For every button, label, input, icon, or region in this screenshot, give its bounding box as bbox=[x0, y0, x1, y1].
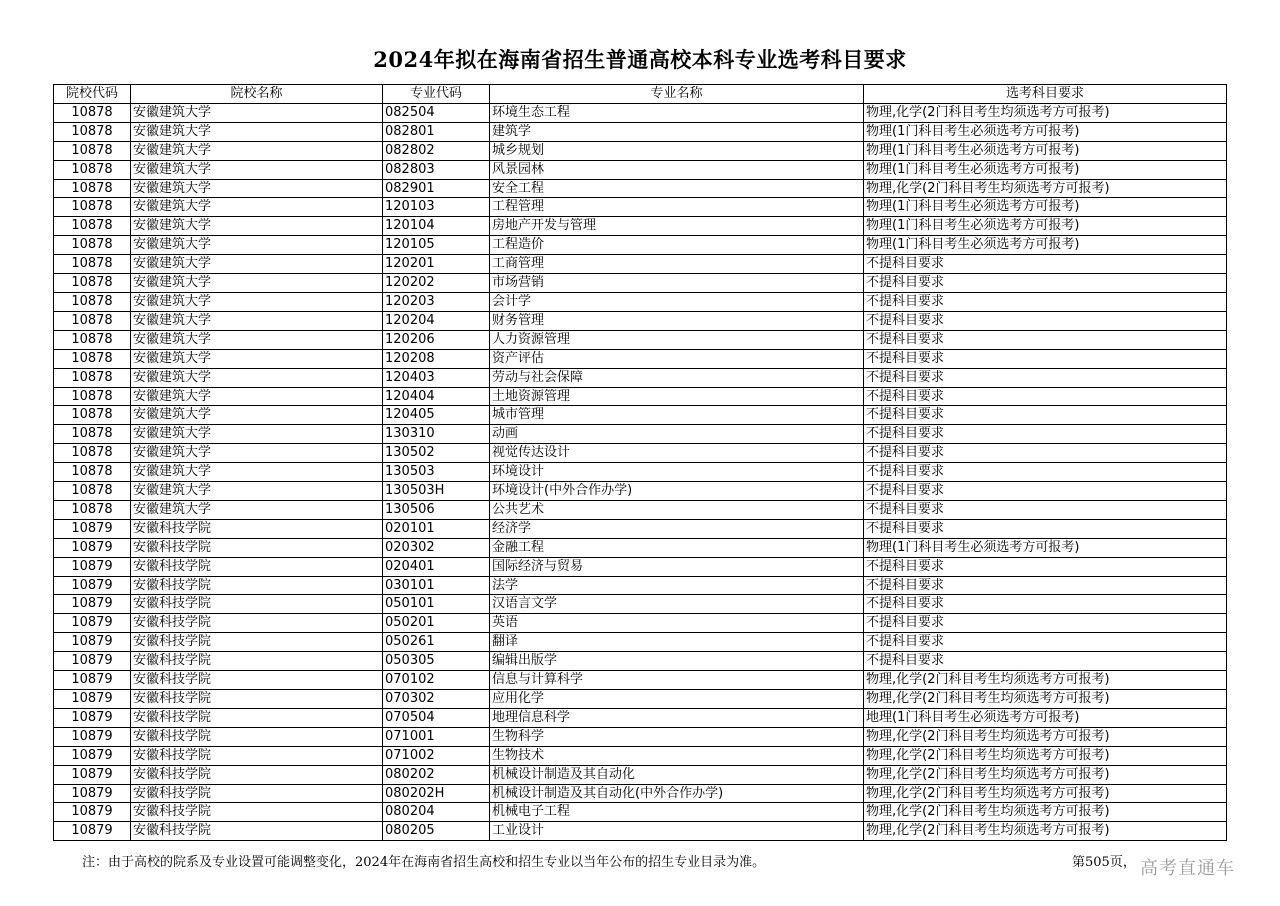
school-code-cell: 10878 bbox=[54, 500, 131, 519]
table-row bbox=[54, 708, 1227, 727]
table-row bbox=[54, 463, 1227, 482]
school-code-cell: 10878 bbox=[54, 103, 131, 122]
major-name-cell: 工程造价 bbox=[490, 236, 864, 255]
subject-requirement-cell: 物理,化学(2门科目考生均须选考方可报考) bbox=[864, 727, 1227, 746]
major-name-cell: 人力资源管理 bbox=[490, 330, 864, 349]
school-name-cell: 安徽科技学院 bbox=[131, 633, 383, 652]
table-row bbox=[54, 652, 1227, 671]
subject-requirement-cell: 不提科目要求 bbox=[864, 387, 1227, 406]
school-code-cell: 10879 bbox=[54, 727, 131, 746]
subject-requirement-cell: 不提科目要求 bbox=[864, 311, 1227, 330]
major-name-cell: 金融工程 bbox=[490, 538, 864, 557]
table-row bbox=[54, 595, 1227, 614]
school-name-cell: 安徽建筑大学 bbox=[131, 103, 383, 122]
school-name-cell: 安徽建筑大学 bbox=[131, 500, 383, 519]
school-code-cell: 10879 bbox=[54, 557, 131, 576]
major-code-cell: 050305 bbox=[383, 652, 490, 671]
table-row bbox=[54, 236, 1227, 255]
major-code-cell: 030101 bbox=[383, 576, 490, 595]
major-code-cell: 120105 bbox=[383, 236, 490, 255]
school-name-cell: 安徽科技学院 bbox=[131, 557, 383, 576]
school-name-cell: 安徽建筑大学 bbox=[131, 179, 383, 198]
school-code-cell: 10879 bbox=[54, 708, 131, 727]
major-name-cell: 应用化学 bbox=[490, 690, 864, 709]
major-name-cell: 英语 bbox=[490, 614, 864, 633]
school-name-cell: 安徽建筑大学 bbox=[131, 198, 383, 217]
subject-requirement-cell: 物理(1门科目考生必须选考方可报考) bbox=[864, 538, 1227, 557]
school-name-cell: 安徽科技学院 bbox=[131, 708, 383, 727]
major-name-cell: 汉语言文学 bbox=[490, 595, 864, 614]
requirements-table bbox=[53, 84, 1227, 841]
school-code-cell: 10878 bbox=[54, 122, 131, 141]
school-name-cell: 安徽科技学院 bbox=[131, 822, 383, 841]
table-row bbox=[54, 765, 1227, 784]
major-code-cell: 082802 bbox=[383, 141, 490, 160]
table-row bbox=[54, 538, 1227, 557]
school-name-cell: 安徽科技学院 bbox=[131, 727, 383, 746]
header-major-name: 专业名称 bbox=[490, 85, 864, 104]
school-name-cell: 安徽科技学院 bbox=[131, 519, 383, 538]
subject-requirement-cell: 不提科目要求 bbox=[864, 633, 1227, 652]
school-code-cell: 10879 bbox=[54, 576, 131, 595]
school-name-cell: 安徽建筑大学 bbox=[131, 368, 383, 387]
major-name-cell: 城乡规划 bbox=[490, 141, 864, 160]
school-code-cell: 10878 bbox=[54, 141, 131, 160]
school-code-cell: 10878 bbox=[54, 217, 131, 236]
major-name-cell: 机械设计制造及其自动化 bbox=[490, 765, 864, 784]
school-code-cell: 10879 bbox=[54, 765, 131, 784]
school-code-cell: 10878 bbox=[54, 368, 131, 387]
school-name-cell: 安徽科技学院 bbox=[131, 538, 383, 557]
major-name-cell: 环境设计 bbox=[490, 463, 864, 482]
school-name-cell: 安徽建筑大学 bbox=[131, 255, 383, 274]
subject-requirement-cell: 不提科目要求 bbox=[864, 255, 1227, 274]
table-row bbox=[54, 727, 1227, 746]
school-code-cell: 10879 bbox=[54, 690, 131, 709]
school-name-cell: 安徽科技学院 bbox=[131, 746, 383, 765]
school-code-cell: 10878 bbox=[54, 425, 131, 444]
school-code-cell: 10878 bbox=[54, 160, 131, 179]
major-name-cell: 机械设计制造及其自动化(中外合作办学) bbox=[490, 784, 864, 803]
header-school-name: 院校名称 bbox=[131, 85, 383, 104]
school-code-cell: 10878 bbox=[54, 330, 131, 349]
table-row bbox=[54, 671, 1227, 690]
subject-requirement-cell: 物理(1门科目考生必须选考方可报考) bbox=[864, 122, 1227, 141]
school-code-cell: 10878 bbox=[54, 236, 131, 255]
school-name-cell: 安徽建筑大学 bbox=[131, 463, 383, 482]
major-name-cell: 国际经济与贸易 bbox=[490, 557, 864, 576]
major-name-cell: 劳动与社会保障 bbox=[490, 368, 864, 387]
school-code-cell: 10879 bbox=[54, 746, 131, 765]
subject-requirement-cell: 不提科目要求 bbox=[864, 576, 1227, 595]
major-code-cell: 070302 bbox=[383, 690, 490, 709]
major-code-cell: 070102 bbox=[383, 671, 490, 690]
subject-requirement-cell: 物理(1门科目考生必须选考方可报考) bbox=[864, 217, 1227, 236]
school-code-cell: 10878 bbox=[54, 179, 131, 198]
table-row bbox=[54, 803, 1227, 822]
subject-requirement-cell: 不提科目要求 bbox=[864, 482, 1227, 501]
subject-requirement-cell: 不提科目要求 bbox=[864, 500, 1227, 519]
school-name-cell: 安徽建筑大学 bbox=[131, 444, 383, 463]
major-name-cell: 工程管理 bbox=[490, 198, 864, 217]
school-code-cell: 10878 bbox=[54, 406, 131, 425]
major-name-cell: 市场营销 bbox=[490, 274, 864, 293]
school-code-cell: 10879 bbox=[54, 671, 131, 690]
school-code-cell: 10879 bbox=[54, 822, 131, 841]
major-name-cell: 生物技术 bbox=[490, 746, 864, 765]
subject-requirement-cell: 物理,化学(2门科目考生均须选考方可报考) bbox=[864, 784, 1227, 803]
subject-requirement-cell: 物理,化学(2门科目考生均须选考方可报考) bbox=[864, 765, 1227, 784]
school-code-cell: 10878 bbox=[54, 482, 131, 501]
major-name-cell: 信息与计算科学 bbox=[490, 671, 864, 690]
table-row bbox=[54, 576, 1227, 595]
major-name-cell: 生物科学 bbox=[490, 727, 864, 746]
subject-requirement-cell: 不提科目要求 bbox=[864, 425, 1227, 444]
major-code-cell: 080204 bbox=[383, 803, 490, 822]
table-row bbox=[54, 690, 1227, 709]
school-code-cell: 10878 bbox=[54, 311, 131, 330]
major-code-cell: 130503 bbox=[383, 463, 490, 482]
table-row bbox=[54, 255, 1227, 274]
major-code-cell: 120104 bbox=[383, 217, 490, 236]
school-name-cell: 安徽建筑大学 bbox=[131, 236, 383, 255]
header-subject-requirement: 选考科目要求 bbox=[864, 85, 1227, 104]
subject-requirement-cell: 不提科目要求 bbox=[864, 292, 1227, 311]
major-code-cell: 071001 bbox=[383, 727, 490, 746]
subject-requirement-cell: 不提科目要求 bbox=[864, 463, 1227, 482]
school-name-cell: 安徽科技学院 bbox=[131, 784, 383, 803]
page-number: 第505页， bbox=[1072, 855, 1136, 870]
subject-requirement-cell: 物理(1门科目考生必须选考方可报考) bbox=[864, 198, 1227, 217]
header-school-code: 院校代码 bbox=[54, 85, 131, 104]
school-name-cell: 安徽建筑大学 bbox=[131, 160, 383, 179]
table-row bbox=[54, 217, 1227, 236]
school-name-cell: 安徽建筑大学 bbox=[131, 406, 383, 425]
school-code-cell: 10878 bbox=[54, 274, 131, 293]
major-code-cell: 120202 bbox=[383, 274, 490, 293]
school-code-cell: 10878 bbox=[54, 255, 131, 274]
major-code-cell: 120203 bbox=[383, 292, 490, 311]
major-code-cell: 120206 bbox=[383, 330, 490, 349]
major-code-cell: 082504 bbox=[383, 103, 490, 122]
school-code-cell: 10879 bbox=[54, 595, 131, 614]
school-name-cell: 安徽科技学院 bbox=[131, 576, 383, 595]
school-code-cell: 10878 bbox=[54, 444, 131, 463]
school-name-cell: 安徽科技学院 bbox=[131, 765, 383, 784]
table-row bbox=[54, 160, 1227, 179]
table-row bbox=[54, 274, 1227, 293]
major-name-cell: 房地产开发与管理 bbox=[490, 217, 864, 236]
major-code-cell: 020401 bbox=[383, 557, 490, 576]
subject-requirement-cell: 物理,化学(2门科目考生均须选考方可报考) bbox=[864, 803, 1227, 822]
table-row bbox=[54, 633, 1227, 652]
subject-requirement-cell: 物理(1门科目考生必须选考方可报考) bbox=[864, 236, 1227, 255]
school-name-cell: 安徽科技学院 bbox=[131, 652, 383, 671]
major-code-cell: 130502 bbox=[383, 444, 490, 463]
school-name-cell: 安徽建筑大学 bbox=[131, 274, 383, 293]
major-name-cell: 安全工程 bbox=[490, 179, 864, 198]
school-name-cell: 安徽科技学院 bbox=[131, 614, 383, 633]
document-title: 2024年拟在海南省招生普通高校本科专业选考科目要求 bbox=[373, 47, 907, 72]
major-name-cell: 风景园林 bbox=[490, 160, 864, 179]
footnote: 注：由于高校的院系及专业设置可能调整变化，2024年在海南省招生高校和招生专业以当年公布的招生专业目录为准。 bbox=[82, 855, 766, 870]
table-row bbox=[54, 746, 1227, 765]
school-name-cell: 安徽建筑大学 bbox=[131, 387, 383, 406]
school-code-cell: 10879 bbox=[54, 614, 131, 633]
subject-requirement-cell: 物理(1门科目考生必须选考方可报考) bbox=[864, 141, 1227, 160]
major-code-cell: 080202H bbox=[383, 784, 490, 803]
school-code-cell: 10878 bbox=[54, 387, 131, 406]
major-name-cell: 环境设计(中外合作办学) bbox=[490, 482, 864, 501]
major-name-cell: 经济学 bbox=[490, 519, 864, 538]
subject-requirement-cell: 不提科目要求 bbox=[864, 557, 1227, 576]
major-name-cell: 工业设计 bbox=[490, 822, 864, 841]
subject-requirement-cell: 物理,化学(2门科目考生均须选考方可报考) bbox=[864, 179, 1227, 198]
major-code-cell: 120208 bbox=[383, 349, 490, 368]
table-row bbox=[54, 557, 1227, 576]
school-code-cell: 10878 bbox=[54, 292, 131, 311]
major-code-cell: 120404 bbox=[383, 387, 490, 406]
school-name-cell: 安徽建筑大学 bbox=[131, 482, 383, 501]
major-name-cell: 资产评估 bbox=[490, 349, 864, 368]
subject-requirement-cell: 不提科目要求 bbox=[864, 519, 1227, 538]
school-name-cell: 安徽建筑大学 bbox=[131, 311, 383, 330]
table-row bbox=[54, 822, 1227, 841]
school-name-cell: 安徽建筑大学 bbox=[131, 122, 383, 141]
table-row bbox=[54, 179, 1227, 198]
school-code-cell: 10878 bbox=[54, 198, 131, 217]
table-row bbox=[54, 368, 1227, 387]
major-code-cell: 130310 bbox=[383, 425, 490, 444]
major-code-cell: 120103 bbox=[383, 198, 490, 217]
major-name-cell: 视觉传达设计 bbox=[490, 444, 864, 463]
major-code-cell: 120403 bbox=[383, 368, 490, 387]
major-name-cell: 动画 bbox=[490, 425, 864, 444]
major-code-cell: 020101 bbox=[383, 519, 490, 538]
major-code-cell: 080202 bbox=[383, 765, 490, 784]
subject-requirement-cell: 不提科目要求 bbox=[864, 406, 1227, 425]
major-name-cell: 财务管理 bbox=[490, 311, 864, 330]
school-code-cell: 10879 bbox=[54, 652, 131, 671]
school-name-cell: 安徽建筑大学 bbox=[131, 330, 383, 349]
major-code-cell: 120405 bbox=[383, 406, 490, 425]
major-code-cell: 020302 bbox=[383, 538, 490, 557]
table-row bbox=[54, 425, 1227, 444]
header-major-code: 专业代码 bbox=[383, 85, 490, 104]
major-code-cell: 082801 bbox=[383, 122, 490, 141]
school-code-cell: 10878 bbox=[54, 349, 131, 368]
school-name-cell: 安徽建筑大学 bbox=[131, 425, 383, 444]
subject-requirement-cell: 不提科目要求 bbox=[864, 595, 1227, 614]
major-name-cell: 工商管理 bbox=[490, 255, 864, 274]
major-name-cell: 城市管理 bbox=[490, 406, 864, 425]
major-name-cell: 环境生态工程 bbox=[490, 103, 864, 122]
school-name-cell: 安徽科技学院 bbox=[131, 595, 383, 614]
table-row bbox=[54, 784, 1227, 803]
table-row bbox=[54, 330, 1227, 349]
school-code-cell: 10879 bbox=[54, 519, 131, 538]
school-name-cell: 安徽建筑大学 bbox=[131, 141, 383, 160]
major-code-cell: 050101 bbox=[383, 595, 490, 614]
major-name-cell: 公共艺术 bbox=[490, 500, 864, 519]
school-name-cell: 安徽建筑大学 bbox=[131, 217, 383, 236]
table-row bbox=[54, 141, 1227, 160]
major-code-cell: 120204 bbox=[383, 311, 490, 330]
school-code-cell: 10879 bbox=[54, 538, 131, 557]
school-code-cell: 10879 bbox=[54, 784, 131, 803]
major-code-cell: 082901 bbox=[383, 179, 490, 198]
table-row bbox=[54, 406, 1227, 425]
school-code-cell: 10879 bbox=[54, 633, 131, 652]
major-name-cell: 编辑出版学 bbox=[490, 652, 864, 671]
major-name-cell: 会计学 bbox=[490, 292, 864, 311]
table-row bbox=[54, 614, 1227, 633]
major-code-cell: 070504 bbox=[383, 708, 490, 727]
subject-requirement-cell: 物理(1门科目考生必须选考方可报考) bbox=[864, 160, 1227, 179]
subject-requirement-cell: 物理,化学(2门科目考生均须选考方可报考) bbox=[864, 690, 1227, 709]
table-row bbox=[54, 387, 1227, 406]
major-code-cell: 050261 bbox=[383, 633, 490, 652]
major-code-cell: 050201 bbox=[383, 614, 490, 633]
school-name-cell: 安徽建筑大学 bbox=[131, 292, 383, 311]
table-body bbox=[54, 103, 1227, 840]
subject-requirement-cell: 不提科目要求 bbox=[864, 368, 1227, 387]
major-code-cell: 080205 bbox=[383, 822, 490, 841]
table-row bbox=[54, 349, 1227, 368]
major-code-cell: 130506 bbox=[383, 500, 490, 519]
subject-requirement-cell: 不提科目要求 bbox=[864, 652, 1227, 671]
school-name-cell: 安徽科技学院 bbox=[131, 690, 383, 709]
major-code-cell: 071002 bbox=[383, 746, 490, 765]
watermark: 高考直通车 bbox=[1140, 858, 1235, 879]
table-row bbox=[54, 198, 1227, 217]
subject-requirement-cell: 不提科目要求 bbox=[864, 330, 1227, 349]
subject-requirement-cell: 不提科目要求 bbox=[864, 614, 1227, 633]
subject-requirement-cell: 物理,化学(2门科目考生均须选考方可报考) bbox=[864, 746, 1227, 765]
subject-requirement-cell: 物理,化学(2门科目考生均须选考方可报考) bbox=[864, 103, 1227, 122]
major-name-cell: 地理信息科学 bbox=[490, 708, 864, 727]
major-name-cell: 翻译 bbox=[490, 633, 864, 652]
school-name-cell: 安徽科技学院 bbox=[131, 671, 383, 690]
table-row bbox=[54, 311, 1227, 330]
major-code-cell: 120201 bbox=[383, 255, 490, 274]
subject-requirement-cell: 物理,化学(2门科目考生均须选考方可报考) bbox=[864, 671, 1227, 690]
table-row bbox=[54, 122, 1227, 141]
major-code-cell: 130503H bbox=[383, 482, 490, 501]
subject-requirement-cell: 不提科目要求 bbox=[864, 349, 1227, 368]
subject-requirement-cell: 物理,化学(2门科目考生均须选考方可报考) bbox=[864, 822, 1227, 841]
subject-requirement-cell: 地理(1门科目考生必须选考方可报考) bbox=[864, 708, 1227, 727]
school-name-cell: 安徽科技学院 bbox=[131, 803, 383, 822]
table-header-row bbox=[54, 85, 1227, 104]
major-code-cell: 082803 bbox=[383, 160, 490, 179]
table-row bbox=[54, 103, 1227, 122]
major-name-cell: 建筑学 bbox=[490, 122, 864, 141]
school-code-cell: 10879 bbox=[54, 803, 131, 822]
subject-requirement-cell: 不提科目要求 bbox=[864, 444, 1227, 463]
school-code-cell: 10878 bbox=[54, 463, 131, 482]
table-row bbox=[54, 444, 1227, 463]
table-row bbox=[54, 500, 1227, 519]
major-name-cell: 土地资源管理 bbox=[490, 387, 864, 406]
table-row bbox=[54, 519, 1227, 538]
school-name-cell: 安徽建筑大学 bbox=[131, 349, 383, 368]
major-name-cell: 机械电子工程 bbox=[490, 803, 864, 822]
table-row bbox=[54, 482, 1227, 501]
subject-requirement-cell: 不提科目要求 bbox=[864, 274, 1227, 293]
major-name-cell: 法学 bbox=[490, 576, 864, 595]
table-row bbox=[54, 292, 1227, 311]
